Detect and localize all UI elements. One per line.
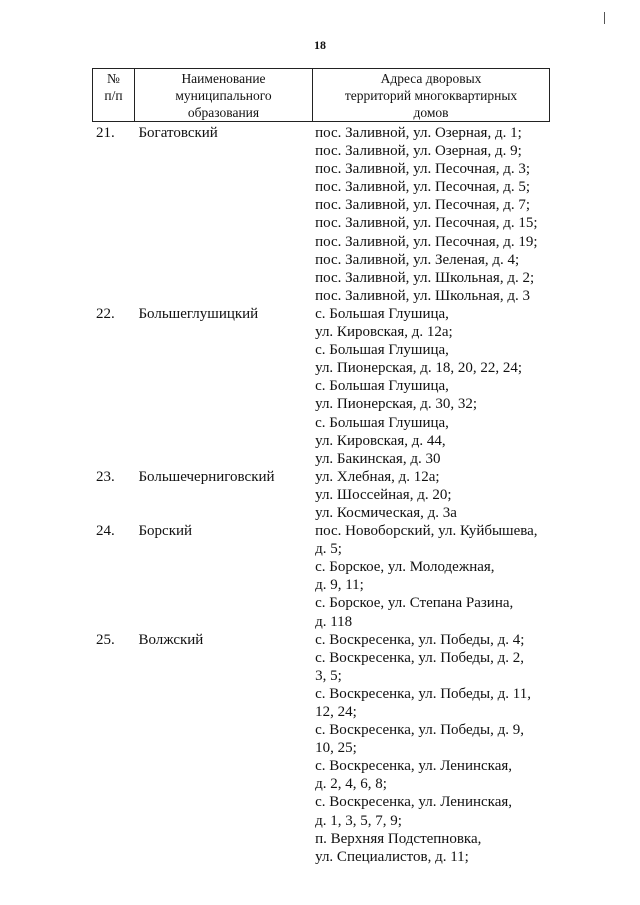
page-number: 18	[314, 38, 326, 52]
address-line: д. 9, 11;	[315, 577, 364, 594]
address-line: с. Воскресенка, ул. Победы, д. 4;	[315, 631, 525, 648]
address-line: ул. Хлебная, д. 12а;	[315, 468, 440, 485]
address-line: 12, 24;	[315, 704, 357, 720]
municipality-name: Большечерниговский	[138, 468, 275, 485]
address-line: с. Борское, ул. Молодежная,	[315, 559, 495, 576]
table-row	[92, 305, 552, 468]
address-list	[315, 124, 552, 305]
table-row	[92, 124, 552, 305]
address-line: с. Борское, ул. Степана Разина,	[315, 595, 514, 612]
address-line: д. 1, 3, 5, 7, 9;	[315, 812, 402, 829]
address-line: ул. Кировская, д. 44,	[315, 432, 446, 449]
table-body	[92, 124, 552, 866]
address-line: пос. Новоборский, ул. Куйбышева,	[315, 523, 538, 540]
address-line: с. Воскресенка, ул. Победы, д. 9,	[315, 722, 525, 739]
municipality-name: Богатовский	[138, 125, 218, 141]
address-line: ул. Шоссейная, д. 20;	[315, 486, 452, 503]
row-number: 23.	[96, 468, 115, 485]
table-row	[92, 522, 552, 631]
address-line: пос. Заливной, ул. Песочная, д. 19;	[315, 233, 538, 250]
header-addresses-line: территорий многоквартирных	[344, 88, 518, 103]
address-line: с. Большая Глушица,	[315, 342, 449, 359]
address-line: пос. Заливной, ул. Песочная, д. 3;	[315, 161, 531, 178]
address-line: пос. Заливной, ул. Песочная, д. 7;	[315, 197, 531, 214]
address-line: с. Воскресенка, ул. Ленинская,	[315, 794, 513, 811]
row-number: 22.	[96, 305, 115, 322]
table-row	[92, 631, 552, 866]
header-addresses-line: домов	[413, 105, 449, 120]
address-line: пос. Заливной, ул. Школьная, д. 3	[315, 287, 530, 304]
row-number: 21.	[96, 125, 115, 141]
row-number: 24.	[96, 523, 115, 540]
address-line: ул. Пионерская, д. 18, 20, 22, 24;	[315, 360, 523, 377]
address-line: пос. Заливной, ул. Песочная, д. 5;	[315, 179, 531, 196]
address-line: ул. Космическая, д. 3а	[315, 504, 457, 521]
header-municipality-line: муниципального	[175, 88, 272, 103]
address-list	[315, 522, 552, 631]
address-list	[315, 305, 552, 468]
header-cell-number	[93, 69, 135, 122]
header-number-line: п/п	[104, 88, 123, 103]
scan-mark	[604, 12, 605, 24]
address-line: д. 2, 4, 6, 8;	[315, 776, 387, 793]
address-line: с. Воскресенка, ул. Победы, д. 11,	[315, 685, 531, 702]
address-line: ул. Кировская, д. 12а;	[315, 324, 453, 341]
address-line: пос. Заливной, ул. Озерная, д. 1;	[315, 125, 522, 141]
address-line: ул. Бакинская, д. 30	[315, 450, 441, 467]
address-line: пос. Заливной, ул. Песочная, д. 15;	[315, 215, 538, 232]
address-line: с. Большая Глушица,	[315, 414, 449, 431]
address-line: 10, 25;	[315, 740, 357, 757]
address-line: п. Верхняя Подстепновка,	[315, 830, 482, 847]
address-line: д. 118	[315, 613, 353, 630]
municipality-name: Большеглушицкий	[138, 305, 259, 322]
address-line: с. Воскресенка, ул. Победы, д. 2,	[315, 649, 525, 666]
municipality-name: Волжский	[138, 631, 204, 648]
address-line: ул. Пионерская, д. 30, 32;	[315, 396, 478, 413]
address-line: пос. Заливной, ул. Школьная, д. 2;	[315, 269, 535, 286]
address-line: ул. Специалистов, д. 11;	[315, 848, 469, 865]
address-line: д. 5;	[315, 541, 342, 558]
address-line: с. Большая Глушица,	[315, 378, 449, 395]
header-cell-municipality	[135, 69, 313, 122]
header-number-line: №	[107, 71, 120, 86]
header-cell-addresses	[313, 69, 550, 122]
address-line: пос. Заливной, ул. Зеленая, д. 4;	[315, 251, 520, 268]
header-addresses-line: Адреса дворовых	[380, 71, 482, 86]
address-line: с. Большая Глушица,	[315, 305, 449, 322]
header-municipality-line: образования	[187, 105, 260, 120]
municipality-name: Борский	[138, 523, 193, 540]
address-line: пос. Заливной, ул. Озерная, д. 9;	[315, 143, 522, 160]
header-municipality-line: Наименование	[181, 71, 266, 86]
address-list	[315, 468, 552, 522]
address-line: с. Воскресенка, ул. Ленинская,	[315, 758, 513, 775]
row-number: 25.	[96, 631, 115, 648]
address-list	[315, 631, 552, 866]
address-line: 3, 5;	[315, 667, 342, 684]
table-header	[92, 68, 550, 122]
table-row	[92, 468, 552, 522]
